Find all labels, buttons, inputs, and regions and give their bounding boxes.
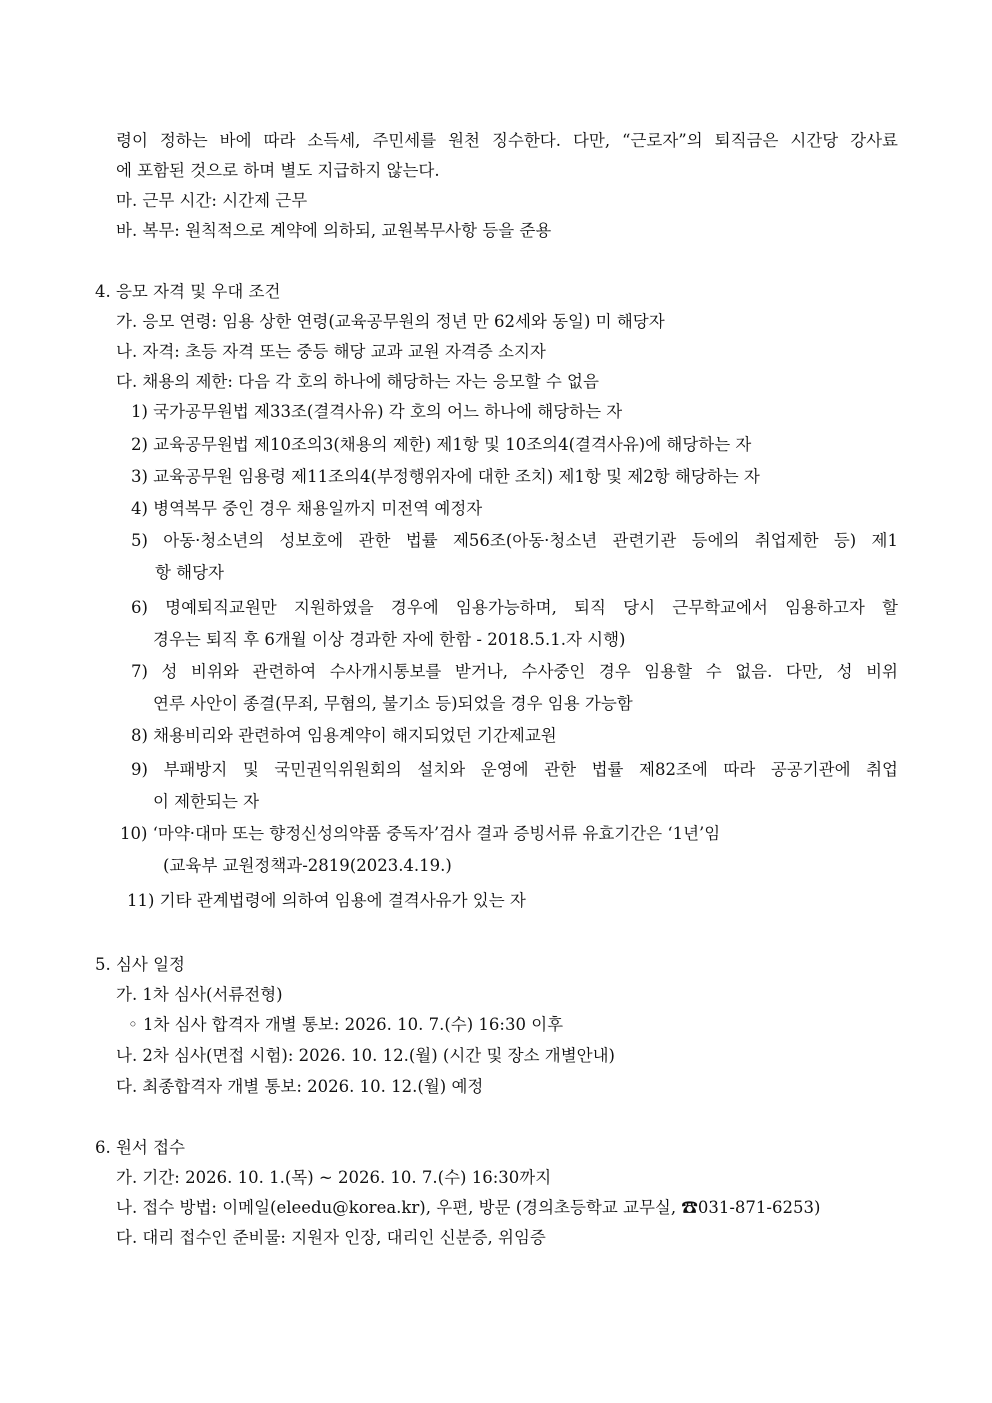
continuation-line-2: 에 포함된 것으로 하며 별도 지급하지 않는다. xyxy=(116,161,440,180)
section-6-ga: 가. 기간: 2026. 10. 1.(목) ~ 2026. 10. 7.(수) 16:30까지 xyxy=(116,1168,552,1187)
section-4-ga: 가. 응모 연령: 임용 상한 연령(교육공무원의 정년 만 62세와 동일) 미 해당자 xyxy=(116,312,665,331)
restriction-item-8: 8) 채용비리와 관련하여 임용계약이 해지되었던 기간제교원 xyxy=(131,726,557,745)
restriction-item-9-line-2: 이 제한되는 자 xyxy=(153,792,260,811)
section-5-ga: 가. 1차 심사(서류전형) xyxy=(116,985,283,1004)
restriction-item-1: 1) 국가공무원법 제33조(결격사유) 각 호의 어느 하나에 해당하는 자 xyxy=(131,402,623,421)
continuation-line-1: 령이 정하는 바에 따라 소득세, 주민세를 원천 징수한다. 다만, “근로자”의 퇴직금은 시간당 강사료 xyxy=(116,131,898,150)
restriction-item-11: 11) 기타 관계법령에 의하여 임용에 결격사유가 있는 자 xyxy=(127,891,526,910)
section-6-na: 나. 접수 방법: 이메일(eleedu@korea.kr), 우편, 방문 (경의초등학교 교무실, ☎031-871-6253) xyxy=(116,1198,821,1217)
restriction-item-6-line-1: 6) 명예퇴직교원만 지원하였을 경우에 임용가능하며, 퇴직 당시 근무학교에서 임용하고자 할 xyxy=(131,598,898,617)
restriction-item-10-line-2: (교육부 교원정책과-2819(2023.4.19.) xyxy=(163,856,452,875)
restriction-item-5-line-2: 항 해당자 xyxy=(155,563,225,582)
restriction-item-4: 4) 병역복무 중인 경우 채용일까지 미전역 예정자 xyxy=(131,499,483,518)
restriction-item-7-line-1: 7) 성 비위와 관련하여 수사개시통보를 받거나, 수사중인 경우 임용할 수 없음. 다만, 성 비위 xyxy=(131,662,898,681)
section-5-heading: 5. 심사 일정 xyxy=(95,955,185,974)
item-ma-work-hours: 마. 근무 시간: 시간제 근무 xyxy=(116,191,308,210)
section-5-na: 나. 2차 심사(면접 시험): 2026. 10. 12.(월) (시간 및 장소 개별안내) xyxy=(116,1046,615,1065)
restriction-item-10-line-1: 10) ‘마약·대마 또는 향정신성의약품 중독자’검사 결과 증빙서류 유효기간은 ‘1년’임 xyxy=(120,824,721,843)
section-4-heading: 4. 응모 자격 및 우대 조건 xyxy=(95,282,281,301)
section-6-heading: 6. 원서 접수 xyxy=(95,1138,185,1157)
restriction-item-9-line-1: 9) 부패방지 및 국민권익위원회의 설치와 운영에 관한 법률 제82조에 따라 공공기관에 취업 xyxy=(131,760,898,779)
section-4-da: 다. 채용의 제한: 다음 각 호의 하나에 해당하는 자는 응모할 수 없음 xyxy=(116,372,599,391)
restriction-item-2: 2) 교육공무원법 제10조의3(채용의 제한) 제1항 및 10조의4(결격사유)에 해당하는 자 xyxy=(131,435,752,454)
section-6-da: 다. 대리 접수인 준비물: 지원자 인장, 대리인 신분증, 위임증 xyxy=(116,1228,546,1247)
restriction-item-6-line-2: 경우는 퇴직 후 6개월 이상 경과한 자에 한함 - 2018.5.1.자 시행) xyxy=(153,630,626,649)
restriction-item-3: 3) 교육공무원 임용령 제11조의4(부정행위자에 대한 조치) 제1항 및 제2항 해당하는 자 xyxy=(131,467,760,486)
restriction-item-7-line-2: 연루 사안이 종결(무죄, 무혐의, 불기소 등)되었을 경우 임용 가능함 xyxy=(153,694,633,713)
restriction-item-5-line-1: 5) 아동·청소년의 성보호에 관한 법률 제56조(아동·청소년 관련기관 등에의 취업제한 등) 제1 xyxy=(131,531,898,550)
section-5-ga-sub: ◦ 1차 심사 합격자 개별 통보: 2026. 10. 7.(수) 16:30 이후 xyxy=(128,1015,564,1034)
section-5-da: 다. 최종합격자 개별 통보: 2026. 10. 12.(월) 예정 xyxy=(116,1077,484,1096)
section-4-na: 나. 자격: 초등 자격 또는 중등 해당 교과 교원 자격증 소지자 xyxy=(116,342,546,361)
item-ba-duty: 바. 복무: 원칙적으로 계약에 의하되, 교원복무사항 등을 준용 xyxy=(116,221,552,240)
